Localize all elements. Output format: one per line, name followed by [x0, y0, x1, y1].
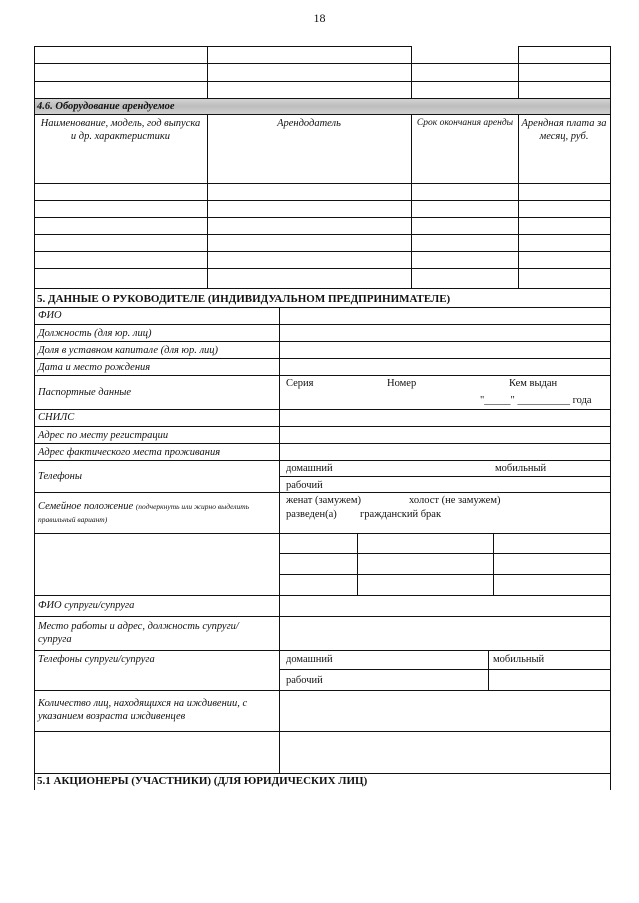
label-birth: Дата и место рождения	[38, 362, 151, 373]
label-home: домашний	[286, 463, 333, 474]
label-dependents: Количество лиц, находящихся на иждивении, с указанием возраста иждивенцев	[38, 698, 248, 722]
label-share: Доля в уставном капитале (для юр. лиц)	[38, 345, 219, 356]
label-snils: СНИЛС	[38, 412, 75, 423]
section5-title: 5. ДАННЫЕ О РУКОВОДИТЕЛЕ (ИНДИВИДУАЛЬНОМ ПРЕДПРИНИМАТЕЛЕ)	[37, 293, 451, 305]
label-spouse-fio: ФИО супруги/супруга	[38, 600, 135, 611]
label-mobile: мобильный	[495, 463, 547, 474]
label-series: Серия	[286, 378, 314, 389]
col-header-lessor: Арендодатель	[277, 118, 341, 129]
col-header-term: Срок окончания аренды	[416, 118, 514, 128]
label-fact-address: Адрес фактического места проживания	[38, 447, 221, 458]
marital-spacer: Семейное положение	[38, 501, 136, 512]
label-spouse-home: домашний	[286, 654, 333, 665]
section51-title: 5.1 АКЦИОНЕРЫ (УЧАСТНИКИ) (ДЛЯ ЮРИДИЧЕСКИХ ЛИЦ)	[37, 775, 368, 787]
option-married[interactable]: женат (замужем)	[286, 495, 361, 506]
label-spouse-work: Место работы и адрес, должность супруги/супруга	[38, 621, 239, 645]
label-spouse-phones: Телефоны супруги/супруга	[38, 654, 155, 665]
label-number: Номер	[387, 378, 417, 389]
label-reg-address: Адрес по месту регистрации	[38, 430, 169, 441]
marital-note	[38, 500, 276, 526]
label-passport: Паспортные данные	[38, 387, 132, 398]
passport-date-blank: "_____" __________ года	[480, 395, 592, 406]
label-spouse-work-phone: рабочий	[286, 675, 323, 686]
page-number: 18	[313, 11, 326, 25]
label-phones: Телефоны	[38, 471, 82, 482]
col-header-rent: Арендная плата за месяц, руб.	[521, 118, 607, 142]
option-single[interactable]: холост (не замужем)	[409, 495, 501, 506]
option-divorced[interactable]: разведен(а)	[286, 509, 337, 520]
label-issued-by: Кем выдан	[509, 378, 558, 389]
label-fio: ФИО	[38, 310, 62, 321]
label-position: Должность (для юр. лиц)	[38, 328, 152, 339]
marital-note-text: (подчеркнуть или жирно выделить правильный вариант)	[38, 502, 250, 524]
equipment-title: 4.6. Оборудование арендуемое	[37, 101, 175, 112]
option-civil[interactable]: гражданский брак	[360, 509, 442, 520]
label-work: рабочий	[286, 480, 323, 491]
label-spouse-mobile: мобильный	[493, 654, 545, 665]
col-header-name: Наименование, модель, год выпуска и др. характеристики	[40, 118, 201, 142]
